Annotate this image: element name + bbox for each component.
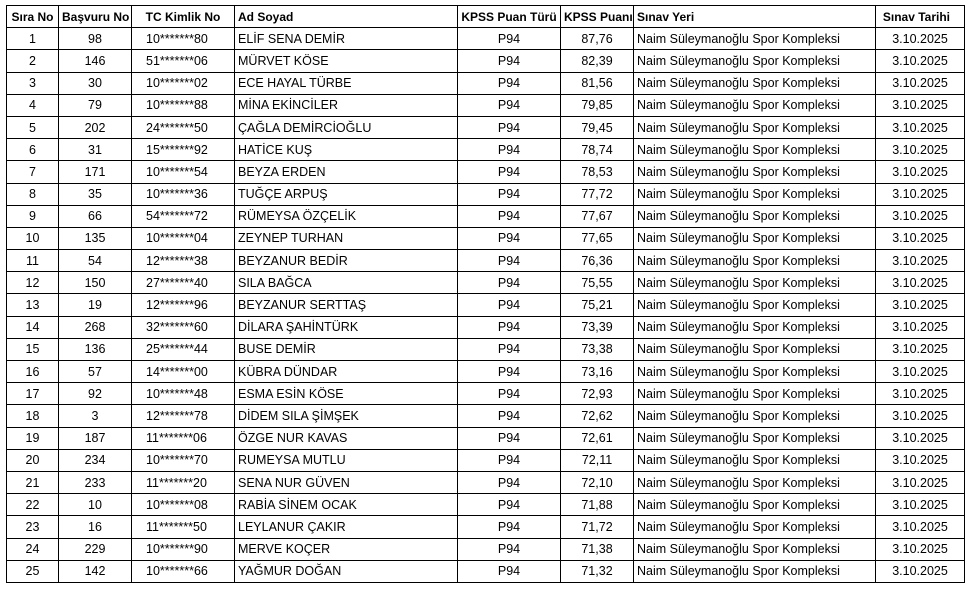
cell-ad-soyad: ZEYNEP TURHAN [235, 227, 458, 249]
cell-ad-soyad: MERVE KOÇER [235, 538, 458, 560]
results-table [6, 5, 965, 583]
table-row [7, 139, 965, 161]
cell-sinav-tarihi: 3.10.2025 [876, 316, 965, 338]
table-row [7, 405, 965, 427]
cell-sinav-yeri: Naim Süleymanoğlu Spor Kompleksi [634, 205, 876, 227]
cell-tc-kimlik-no: 25*******44 [132, 338, 235, 360]
cell-sira-no: 15 [7, 338, 59, 360]
cell-sira-no: 5 [7, 116, 59, 138]
cell-basvuru-no: 171 [59, 161, 132, 183]
cell-kpss-puan-turu: P94 [458, 538, 561, 560]
cell-ad-soyad: DİDEM SILA ŞİMŞEK [235, 405, 458, 427]
cell-ad-soyad: LEYLANUR ÇAKIR [235, 516, 458, 538]
cell-kpss-puan-turu: P94 [458, 294, 561, 316]
table-row [7, 538, 965, 560]
cell-kpss-puani: 79,45 [561, 116, 634, 138]
cell-tc-kimlik-no: 10*******48 [132, 383, 235, 405]
cell-sinav-yeri: Naim Süleymanoğlu Spor Kompleksi [634, 560, 876, 582]
cell-basvuru-no: 10 [59, 494, 132, 516]
table-row [7, 50, 965, 72]
cell-kpss-puan-turu: P94 [458, 72, 561, 94]
cell-sinav-tarihi: 3.10.2025 [876, 494, 965, 516]
table-row [7, 494, 965, 516]
cell-tc-kimlik-no: 10*******70 [132, 449, 235, 471]
table-row [7, 227, 965, 249]
table-row [7, 28, 965, 50]
cell-sira-no: 22 [7, 494, 59, 516]
cell-kpss-puan-turu: P94 [458, 494, 561, 516]
cell-ad-soyad: ESMA ESİN KÖSE [235, 383, 458, 405]
cell-kpss-puan-turu: P94 [458, 338, 561, 360]
cell-tc-kimlik-no: 11*******50 [132, 516, 235, 538]
cell-kpss-puani: 81,56 [561, 72, 634, 94]
cell-sinav-yeri: Naim Süleymanoğlu Spor Kompleksi [634, 116, 876, 138]
cell-tc-kimlik-no: 54*******72 [132, 205, 235, 227]
table-row [7, 205, 965, 227]
cell-sinav-yeri: Naim Süleymanoğlu Spor Kompleksi [634, 250, 876, 272]
cell-basvuru-no: 92 [59, 383, 132, 405]
cell-kpss-puani: 71,32 [561, 560, 634, 582]
cell-sira-no: 1 [7, 28, 59, 50]
cell-sinav-yeri: Naim Süleymanoğlu Spor Kompleksi [634, 28, 876, 50]
cell-ad-soyad: BUSE DEMİR [235, 338, 458, 360]
cell-tc-kimlik-no: 14*******00 [132, 361, 235, 383]
cell-tc-kimlik-no: 10*******08 [132, 494, 235, 516]
cell-kpss-puani: 78,74 [561, 139, 634, 161]
cell-ad-soyad: RABİA SİNEM OCAK [235, 494, 458, 516]
cell-sira-no: 14 [7, 316, 59, 338]
cell-kpss-puan-turu: P94 [458, 560, 561, 582]
cell-sinav-tarihi: 3.10.2025 [876, 427, 965, 449]
table-row [7, 449, 965, 471]
cell-sira-no: 19 [7, 427, 59, 449]
cell-sira-no: 25 [7, 560, 59, 582]
cell-kpss-puani: 79,85 [561, 94, 634, 116]
cell-sira-no: 24 [7, 538, 59, 560]
cell-kpss-puan-turu: P94 [458, 205, 561, 227]
header-ad-soyad: Ad Soyad [235, 6, 458, 28]
cell-kpss-puan-turu: P94 [458, 183, 561, 205]
cell-kpss-puan-turu: P94 [458, 449, 561, 471]
cell-tc-kimlik-no: 32*******60 [132, 316, 235, 338]
cell-ad-soyad: HATİCE KUŞ [235, 139, 458, 161]
cell-ad-soyad: ECE HAYAL TÜRBE [235, 72, 458, 94]
table-body [7, 28, 965, 583]
cell-basvuru-no: 19 [59, 294, 132, 316]
cell-tc-kimlik-no: 11*******06 [132, 427, 235, 449]
cell-tc-kimlik-no: 10*******66 [132, 560, 235, 582]
cell-kpss-puani: 87,76 [561, 28, 634, 50]
cell-ad-soyad: SILA BAĞCA [235, 272, 458, 294]
cell-sira-no: 11 [7, 250, 59, 272]
cell-sira-no: 23 [7, 516, 59, 538]
cell-sinav-yeri: Naim Süleymanoğlu Spor Kompleksi [634, 227, 876, 249]
cell-sinav-yeri: Naim Süleymanoğlu Spor Kompleksi [634, 50, 876, 72]
cell-sinav-yeri: Naim Süleymanoğlu Spor Kompleksi [634, 427, 876, 449]
cell-sinav-yeri: Naim Süleymanoğlu Spor Kompleksi [634, 516, 876, 538]
table-header [7, 6, 965, 28]
cell-tc-kimlik-no: 15*******92 [132, 139, 235, 161]
cell-basvuru-no: 35 [59, 183, 132, 205]
cell-ad-soyad: ÇAĞLA DEMİRCİOĞLU [235, 116, 458, 138]
cell-kpss-puan-turu: P94 [458, 471, 561, 493]
cell-sinav-tarihi: 3.10.2025 [876, 161, 965, 183]
cell-kpss-puan-turu: P94 [458, 94, 561, 116]
cell-sinav-tarihi: 3.10.2025 [876, 560, 965, 582]
cell-basvuru-no: 187 [59, 427, 132, 449]
cell-tc-kimlik-no: 11*******20 [132, 471, 235, 493]
header-basvuru-no: Başvuru No [59, 6, 132, 28]
cell-ad-soyad: RUMEYSA MUTLU [235, 449, 458, 471]
cell-kpss-puani: 77,67 [561, 205, 634, 227]
cell-ad-soyad: DİLARA ŞAHİNTÜRK [235, 316, 458, 338]
cell-kpss-puani: 72,61 [561, 427, 634, 449]
cell-kpss-puan-turu: P94 [458, 272, 561, 294]
cell-kpss-puani: 71,38 [561, 538, 634, 560]
cell-kpss-puan-turu: P94 [458, 161, 561, 183]
cell-basvuru-no: 268 [59, 316, 132, 338]
cell-sinav-yeri: Naim Süleymanoğlu Spor Kompleksi [634, 272, 876, 294]
header-sinav-yeri: Sınav Yeri [634, 6, 876, 28]
cell-kpss-puani: 76,36 [561, 250, 634, 272]
cell-sinav-tarihi: 3.10.2025 [876, 538, 965, 560]
cell-tc-kimlik-no: 27*******40 [132, 272, 235, 294]
cell-sinav-tarihi: 3.10.2025 [876, 338, 965, 360]
cell-tc-kimlik-no: 10*******02 [132, 72, 235, 94]
cell-basvuru-no: 234 [59, 449, 132, 471]
cell-sinav-tarihi: 3.10.2025 [876, 183, 965, 205]
header-sinav-tarihi: Sınav Tarihi [876, 6, 965, 28]
cell-sira-no: 10 [7, 227, 59, 249]
cell-sira-no: 17 [7, 383, 59, 405]
cell-sinav-tarihi: 3.10.2025 [876, 471, 965, 493]
cell-tc-kimlik-no: 10*******54 [132, 161, 235, 183]
cell-tc-kimlik-no: 51*******06 [132, 50, 235, 72]
table-row [7, 183, 965, 205]
cell-sinav-tarihi: 3.10.2025 [876, 116, 965, 138]
header-kpss-puan-turu: KPSS Puan Türü [458, 6, 561, 28]
cell-sira-no: 6 [7, 139, 59, 161]
table-row [7, 294, 965, 316]
cell-sinav-tarihi: 3.10.2025 [876, 516, 965, 538]
cell-ad-soyad: BEYZANUR SERTTAŞ [235, 294, 458, 316]
cell-sira-no: 18 [7, 405, 59, 427]
cell-sinav-tarihi: 3.10.2025 [876, 72, 965, 94]
cell-basvuru-no: 66 [59, 205, 132, 227]
cell-sinav-tarihi: 3.10.2025 [876, 294, 965, 316]
cell-tc-kimlik-no: 12*******38 [132, 250, 235, 272]
cell-sinav-yeri: Naim Süleymanoğlu Spor Kompleksi [634, 94, 876, 116]
cell-kpss-puani: 78,53 [561, 161, 634, 183]
cell-kpss-puani: 77,65 [561, 227, 634, 249]
cell-kpss-puani: 75,55 [561, 272, 634, 294]
cell-sinav-tarihi: 3.10.2025 [876, 449, 965, 471]
cell-basvuru-no: 150 [59, 272, 132, 294]
cell-sinav-yeri: Naim Süleymanoğlu Spor Kompleksi [634, 316, 876, 338]
cell-sinav-tarihi: 3.10.2025 [876, 272, 965, 294]
cell-kpss-puan-turu: P94 [458, 361, 561, 383]
cell-ad-soyad: SENA NUR GÜVEN [235, 471, 458, 493]
cell-sira-no: 7 [7, 161, 59, 183]
cell-ad-soyad: MÜRVET KÖSE [235, 50, 458, 72]
cell-sira-no: 9 [7, 205, 59, 227]
table-row [7, 427, 965, 449]
table-row [7, 72, 965, 94]
cell-tc-kimlik-no: 10*******04 [132, 227, 235, 249]
cell-sinav-yeri: Naim Süleymanoğlu Spor Kompleksi [634, 338, 876, 360]
cell-tc-kimlik-no: 10*******80 [132, 28, 235, 50]
cell-sinav-tarihi: 3.10.2025 [876, 383, 965, 405]
cell-basvuru-no: 3 [59, 405, 132, 427]
cell-sinav-tarihi: 3.10.2025 [876, 28, 965, 50]
cell-sira-no: 4 [7, 94, 59, 116]
cell-kpss-puani: 72,93 [561, 383, 634, 405]
cell-sira-no: 2 [7, 50, 59, 72]
table-row [7, 471, 965, 493]
cell-sira-no: 3 [7, 72, 59, 94]
cell-tc-kimlik-no: 12*******78 [132, 405, 235, 427]
cell-kpss-puan-turu: P94 [458, 405, 561, 427]
cell-kpss-puani: 72,62 [561, 405, 634, 427]
cell-sira-no: 20 [7, 449, 59, 471]
cell-kpss-puani: 71,72 [561, 516, 634, 538]
cell-sira-no: 12 [7, 272, 59, 294]
cell-sinav-yeri: Naim Süleymanoğlu Spor Kompleksi [634, 139, 876, 161]
cell-kpss-puani: 82,39 [561, 50, 634, 72]
cell-sinav-tarihi: 3.10.2025 [876, 205, 965, 227]
cell-basvuru-no: 79 [59, 94, 132, 116]
cell-sinav-yeri: Naim Süleymanoğlu Spor Kompleksi [634, 361, 876, 383]
table-row [7, 250, 965, 272]
cell-basvuru-no: 57 [59, 361, 132, 383]
cell-kpss-puani: 73,39 [561, 316, 634, 338]
cell-basvuru-no: 233 [59, 471, 132, 493]
cell-basvuru-no: 54 [59, 250, 132, 272]
cell-sinav-tarihi: 3.10.2025 [876, 139, 965, 161]
cell-sinav-yeri: Naim Süleymanoğlu Spor Kompleksi [634, 72, 876, 94]
header-row [7, 6, 965, 28]
cell-sinav-yeri: Naim Süleymanoğlu Spor Kompleksi [634, 161, 876, 183]
table-row [7, 361, 965, 383]
cell-ad-soyad: ELİF SENA DEMİR [235, 28, 458, 50]
cell-ad-soyad: BEYZANUR BEDİR [235, 250, 458, 272]
cell-sinav-tarihi: 3.10.2025 [876, 405, 965, 427]
cell-sinav-yeri: Naim Süleymanoğlu Spor Kompleksi [634, 294, 876, 316]
cell-kpss-puani: 75,21 [561, 294, 634, 316]
header-kpss-puani: KPSS Puanı [561, 6, 634, 28]
table-row [7, 272, 965, 294]
cell-basvuru-no: 229 [59, 538, 132, 560]
cell-kpss-puani: 72,10 [561, 471, 634, 493]
cell-kpss-puani: 72,11 [561, 449, 634, 471]
cell-sinav-yeri: Naim Süleymanoğlu Spor Kompleksi [634, 183, 876, 205]
cell-tc-kimlik-no: 10*******36 [132, 183, 235, 205]
cell-tc-kimlik-no: 10*******88 [132, 94, 235, 116]
cell-tc-kimlik-no: 12*******96 [132, 294, 235, 316]
cell-kpss-puan-turu: P94 [458, 427, 561, 449]
cell-kpss-puan-turu: P94 [458, 250, 561, 272]
cell-sinav-yeri: Naim Süleymanoğlu Spor Kompleksi [634, 405, 876, 427]
cell-kpss-puani: 73,16 [561, 361, 634, 383]
cell-ad-soyad: KÜBRA DÜNDAR [235, 361, 458, 383]
table-row [7, 338, 965, 360]
cell-kpss-puan-turu: P94 [458, 139, 561, 161]
cell-kpss-puan-turu: P94 [458, 28, 561, 50]
cell-sira-no: 16 [7, 361, 59, 383]
cell-basvuru-no: 136 [59, 338, 132, 360]
cell-kpss-puan-turu: P94 [458, 50, 561, 72]
cell-sinav-yeri: Naim Süleymanoğlu Spor Kompleksi [634, 471, 876, 493]
cell-sira-no: 13 [7, 294, 59, 316]
cell-sinav-yeri: Naim Süleymanoğlu Spor Kompleksi [634, 538, 876, 560]
cell-basvuru-no: 135 [59, 227, 132, 249]
cell-kpss-puan-turu: P94 [458, 383, 561, 405]
cell-basvuru-no: 146 [59, 50, 132, 72]
cell-kpss-puan-turu: P94 [458, 516, 561, 538]
cell-ad-soyad: RÜMEYSA ÖZÇELİK [235, 205, 458, 227]
cell-basvuru-no: 98 [59, 28, 132, 50]
cell-basvuru-no: 16 [59, 516, 132, 538]
table-row [7, 383, 965, 405]
cell-kpss-puani: 77,72 [561, 183, 634, 205]
cell-sinav-yeri: Naim Süleymanoğlu Spor Kompleksi [634, 383, 876, 405]
cell-sinav-tarihi: 3.10.2025 [876, 94, 965, 116]
cell-ad-soyad: TUĞÇE ARPUŞ [235, 183, 458, 205]
table-row [7, 94, 965, 116]
cell-sinav-yeri: Naim Süleymanoğlu Spor Kompleksi [634, 494, 876, 516]
cell-ad-soyad: ÖZGE NUR KAVAS [235, 427, 458, 449]
table-row [7, 316, 965, 338]
cell-sira-no: 21 [7, 471, 59, 493]
cell-kpss-puan-turu: P94 [458, 116, 561, 138]
cell-kpss-puani: 71,88 [561, 494, 634, 516]
cell-basvuru-no: 142 [59, 560, 132, 582]
table-row [7, 560, 965, 582]
cell-kpss-puan-turu: P94 [458, 316, 561, 338]
table-row [7, 516, 965, 538]
table-row [7, 161, 965, 183]
cell-ad-soyad: MİNA EKİNCİLER [235, 94, 458, 116]
cell-tc-kimlik-no: 10*******90 [132, 538, 235, 560]
header-sira-no: Sıra No [7, 6, 59, 28]
table-row [7, 116, 965, 138]
cell-sinav-tarihi: 3.10.2025 [876, 50, 965, 72]
cell-basvuru-no: 202 [59, 116, 132, 138]
cell-sinav-tarihi: 3.10.2025 [876, 361, 965, 383]
cell-kpss-puani: 73,38 [561, 338, 634, 360]
cell-sinav-tarihi: 3.10.2025 [876, 250, 965, 272]
cell-basvuru-no: 30 [59, 72, 132, 94]
cell-sira-no: 8 [7, 183, 59, 205]
cell-sinav-tarihi: 3.10.2025 [876, 227, 965, 249]
header-tc-kimlik-no: TC Kimlik No [132, 6, 235, 28]
cell-kpss-puan-turu: P94 [458, 227, 561, 249]
cell-basvuru-no: 31 [59, 139, 132, 161]
cell-sinav-yeri: Naim Süleymanoğlu Spor Kompleksi [634, 449, 876, 471]
cell-ad-soyad: YAĞMUR DOĞAN [235, 560, 458, 582]
cell-ad-soyad: BEYZA ERDEN [235, 161, 458, 183]
cell-tc-kimlik-no: 24*******50 [132, 116, 235, 138]
